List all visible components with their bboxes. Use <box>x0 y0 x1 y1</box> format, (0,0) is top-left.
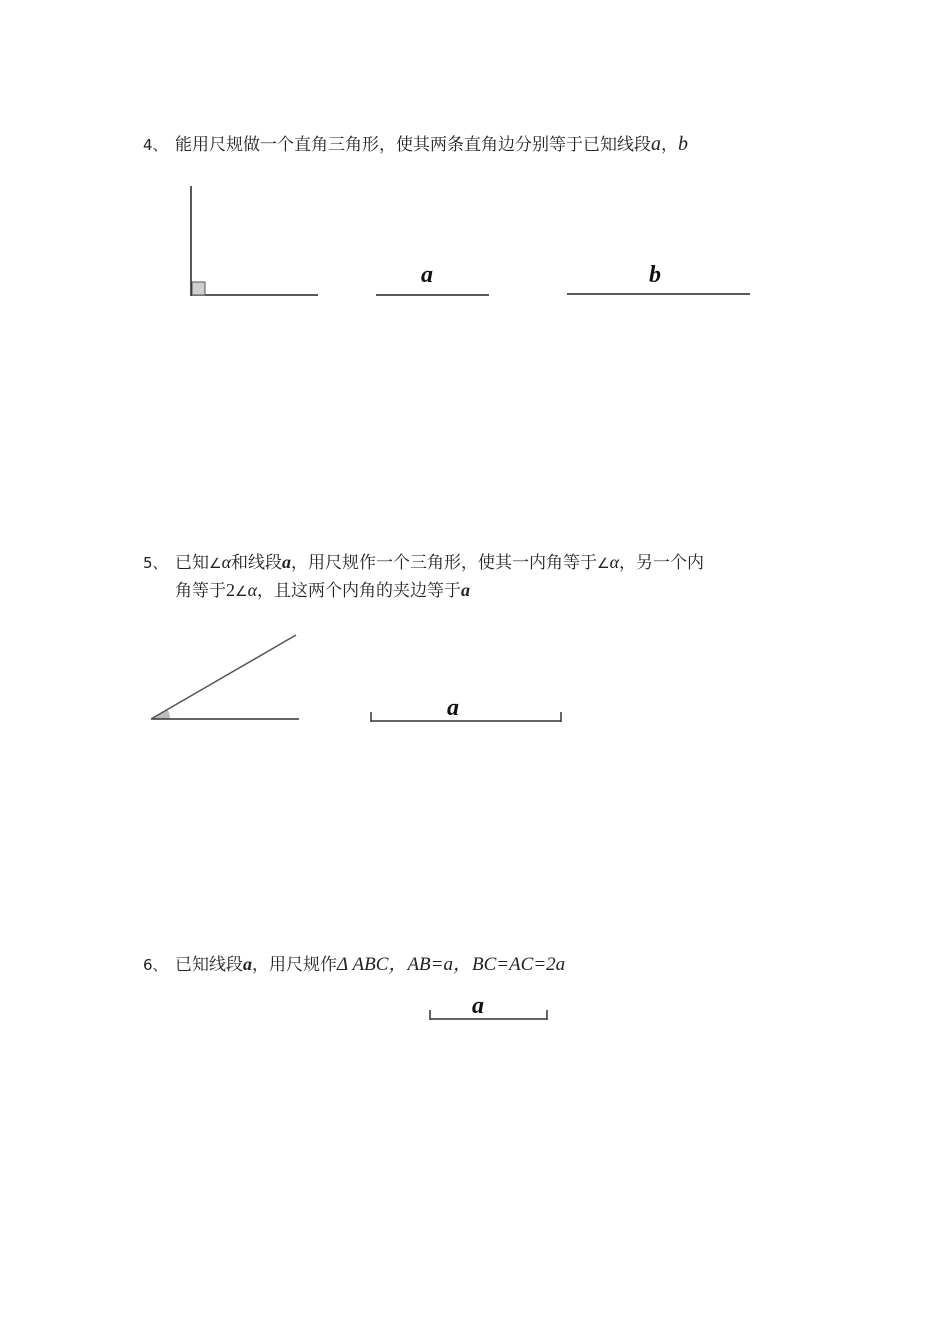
question-text: 已知 <box>175 553 209 573</box>
segment-a-label: a <box>421 262 433 288</box>
angle-upper-ray <box>151 635 296 719</box>
question-text: 和线段 <box>231 553 283 573</box>
segment-b-figure <box>567 262 750 294</box>
question-number: 5、 <box>143 554 168 572</box>
separator: ， <box>661 135 678 155</box>
question-text: ，用尺规作 <box>252 955 337 975</box>
variable-a: a <box>282 552 292 572</box>
question-number: 4、 <box>143 136 168 154</box>
bracket-segment-a-q6 <box>430 993 547 1020</box>
triangle-formula: Δ ABC，AB=a，BC=AC=2a <box>337 954 566 975</box>
question-text: ，且这两个内角的夹边等于 <box>257 581 462 601</box>
alpha-symbol: α <box>247 580 258 600</box>
angle-symbol: ∠ <box>235 584 248 600</box>
alpha-symbol: α <box>221 552 232 572</box>
variable-a: a <box>243 954 252 974</box>
question-number: 6、 <box>143 956 168 974</box>
alpha-symbol: α <box>609 552 620 572</box>
question-5-line-1 <box>143 548 704 578</box>
angle-symbol: ∠ <box>597 556 610 572</box>
variable-a: a <box>461 580 471 600</box>
variable-b: b <box>678 133 688 155</box>
question-text: 已知线段 <box>175 955 243 975</box>
question-text: ，另一个内 <box>619 553 705 573</box>
number-two: 2 <box>226 580 235 600</box>
segment-a-label: a <box>472 993 484 1019</box>
bracket-segment-a-q5 <box>371 695 561 722</box>
question-text: ，用尺规作一个三角形，使其一内角等于 <box>291 553 598 573</box>
segment-a-figure <box>376 262 489 295</box>
angle-alpha-figure <box>151 635 299 719</box>
question-6 <box>143 950 565 979</box>
angle-symbol: ∠ <box>209 556 222 572</box>
right-angle-marker <box>192 282 205 295</box>
segment-b-label: b <box>649 262 661 288</box>
question-text: 角等于 <box>175 581 226 601</box>
question-5-line-2 <box>175 576 470 606</box>
right-angle-figure <box>191 186 318 296</box>
question-text: 能用尺规做一个直角三角形，使其两条直角边分别等于已知线段 <box>175 135 651 155</box>
variable-a: a <box>651 133 661 155</box>
segment-a-label: a <box>447 695 459 721</box>
